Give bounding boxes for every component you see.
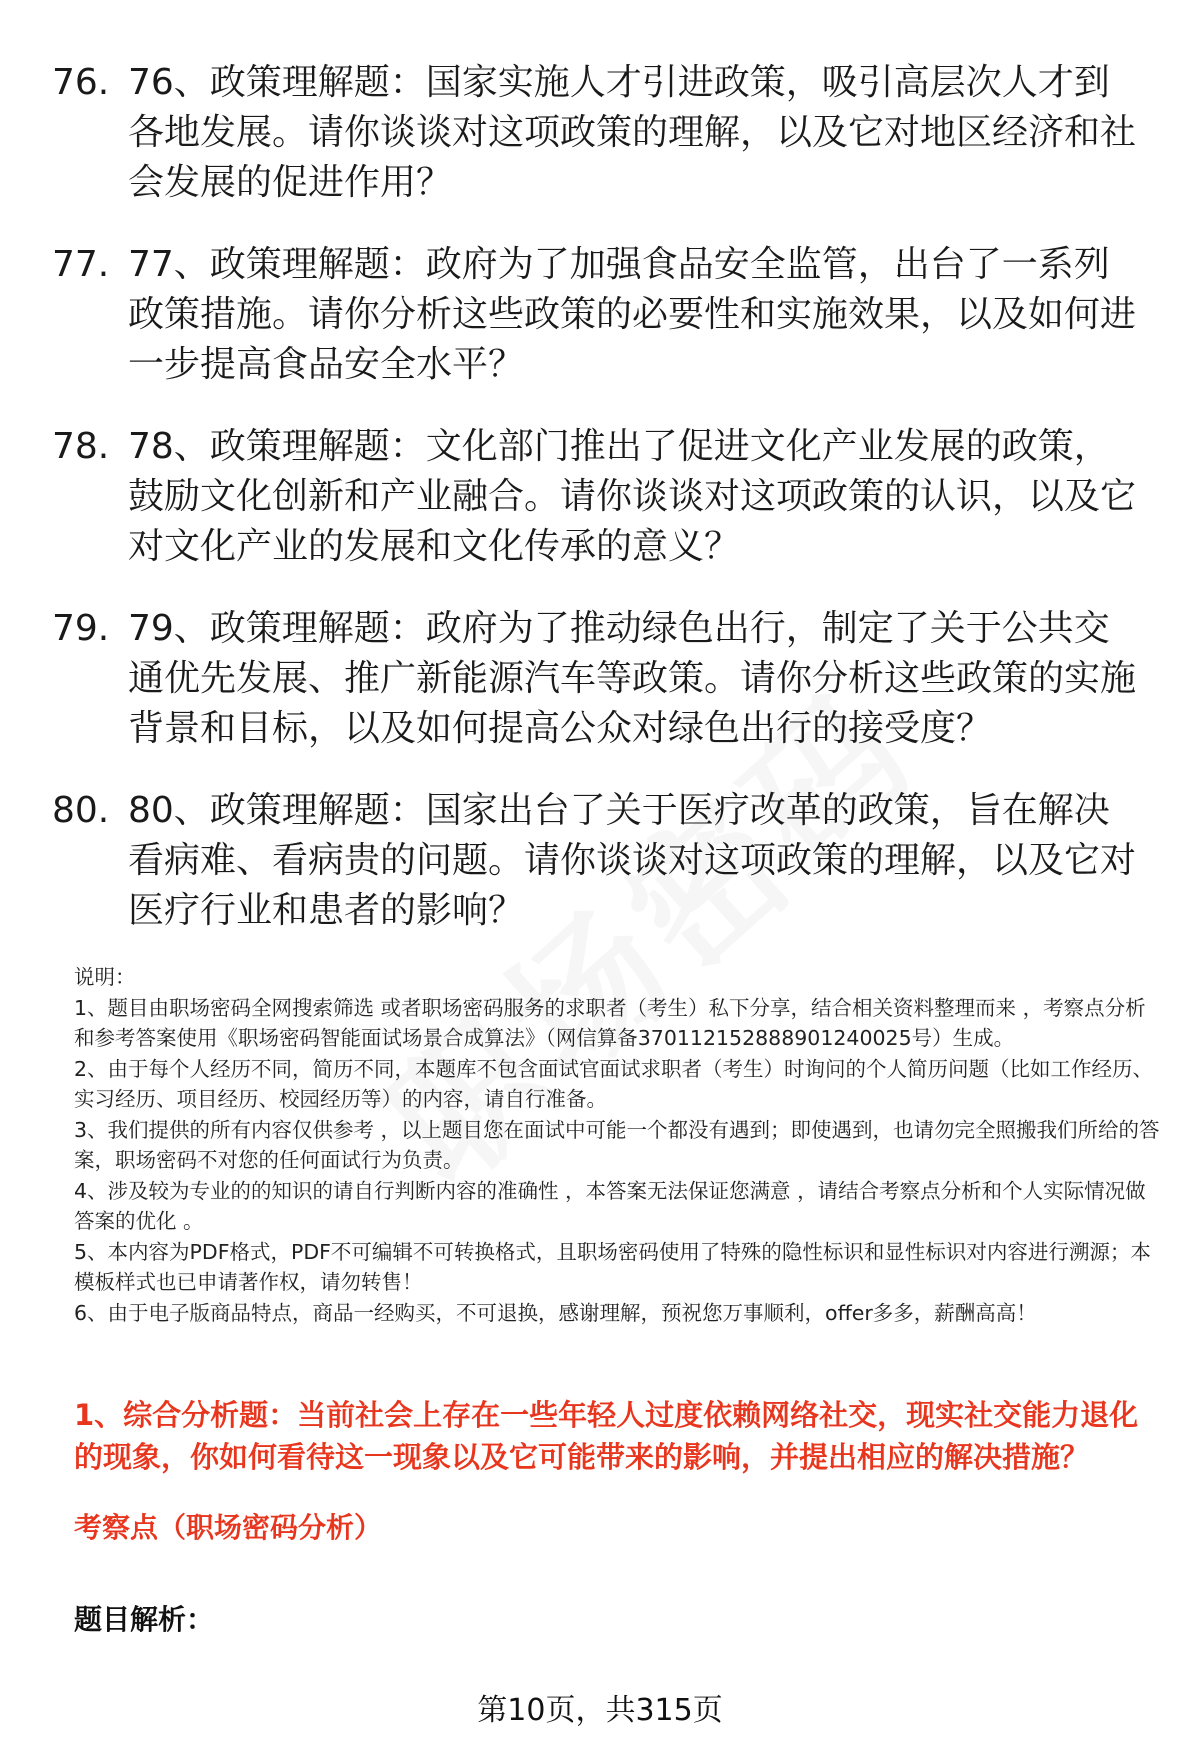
question-number: 76.: [52, 62, 110, 103]
question-number: 80.: [52, 790, 110, 831]
question-number: 78.: [52, 426, 110, 467]
question-number: 79.: [52, 608, 110, 649]
note-item: 6、由于电子版商品特点，商品一经购买，不可退换，感谢理解，预祝您万事顺利，offer多多，薪酬高高！: [74, 1300, 1037, 1325]
question-list: [0, 58, 1200, 968]
note-item: 4、涉及较为专业的的知识的请自行判断内容的准确性 ，本答案无法保证您满意 ，请结合考察点分析和个人实际情况做答案的优化 。: [74, 1178, 1146, 1233]
notes-title: 说明：: [74, 965, 136, 989]
question-item: [0, 240, 1200, 390]
question-text: 80、政策理解题：国家出台了关于医疗改革的政策，旨在解决看病难、看病贵的问题。请你谈谈对这项政策的理解，以及它对医疗行业和患者的影响？: [128, 790, 1137, 931]
question-item: [0, 786, 1200, 936]
note-item: 1、题目由职场密码全网搜索筛选 或者职场密码服务的求职者（考生）私下分享，结合相关资料整理而来 ，考察点分析和参考答案使用《职场密码智能面试场景合成算法》（网信算备370112152888901240025号）生成。: [74, 995, 1146, 1050]
question-text: 76、政策理解题：国家实施人才引进政策，吸引高层次人才到各地发展。请你谈谈对这项政策的理解，以及它对地区经济和社会发展的促进作用？: [128, 62, 1137, 203]
examination-point-heading: 考察点（职场密码分析）: [74, 1511, 383, 1544]
note-item: 3、我们提供的所有内容仅供参考 ，以上题目您在面试中可能一个都没有遇到；即使遇到，也请勿完全照搬我们所给的答案，职场密码不对您的任何面试行为负责。: [74, 1117, 1160, 1172]
question-text: 77、政策理解题：政府为了加强食品安全监管，出台了一系列政策措施。请你分析这些政策的必要性和实施效果，以及如何进一步提高食品安全水平？: [128, 244, 1137, 385]
note-item: 5、本内容为PDF格式，PDF不可编辑不可转换格式，且职场密码使用了特殊的隐性标识和显性标识对内容进行溯源；本模板样式也已申请著作权，请勿转售！: [74, 1239, 1151, 1294]
note-item: 2、由于每个人经历不同，简历不同，本题库不包含面试官面试求职者（考生）时询问的个人简历问题（比如工作经历、实习经历、项目经历、校园经历等）的内容，请自行准备。: [74, 1056, 1154, 1111]
question-item: [0, 604, 1200, 754]
notes-section: [74, 962, 1164, 1328]
analysis-heading: 题目解析：: [74, 1603, 215, 1636]
page-number: 第10页，共315页: [477, 1693, 723, 1728]
question-text: 78、政策理解题：文化部门推出了促进文化产业发展的政策，鼓励文化创新和产业融合。请你谈谈对这项政策的认识，以及它对文化产业的发展和文化传承的意义？: [128, 426, 1137, 567]
question-item: [0, 58, 1200, 208]
question-number: 77.: [52, 244, 110, 285]
question-item: [0, 422, 1200, 572]
question-text: 79、政策理解题：政府为了推动绿色出行，制定了关于公共交通优先发展、推广新能源汽车等政策。请你分析这些政策的实施背景和目标，以及如何提高公众对绿色出行的接受度？: [128, 608, 1137, 749]
highlight-question: 1、综合分析题：当前社会上存在一些年轻人过度依赖网络社交，现实社交能力退化的现象，你如何看待这一现象以及它可能带来的影响，并提出相应的解决措施？: [74, 1398, 1139, 1474]
